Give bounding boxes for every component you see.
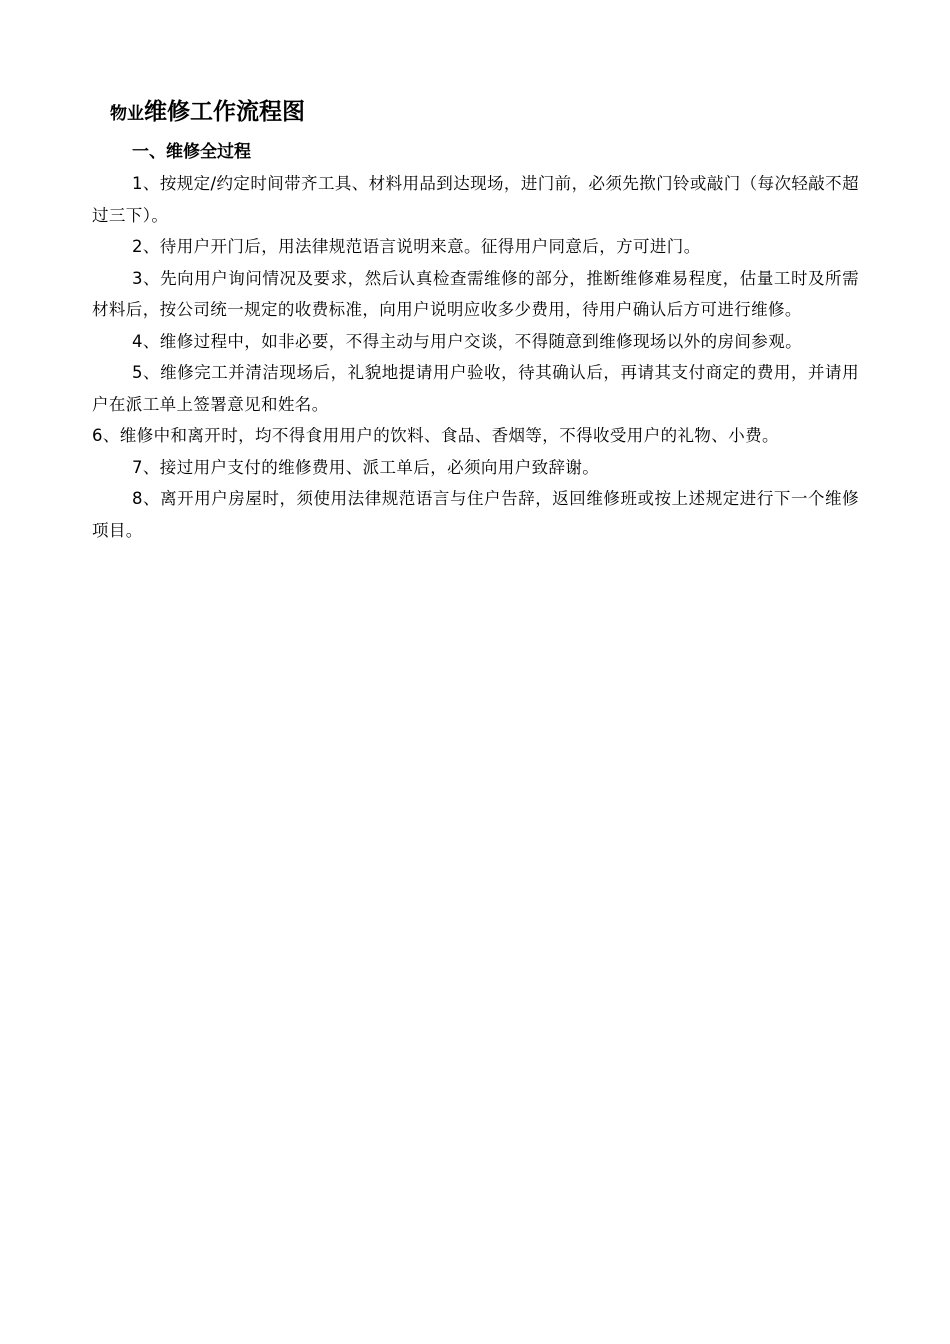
list-item-1: 1、按规定/约定时间带齐工具、材料用品到达现场，进门前，必须先揿门铃或敲门（每次轻敲不超过三下）。: [92, 174, 859, 225]
list-item-8: 8、离开用户房屋时，须使用法律规范语言与住户告辞，返回维修班或按上述规定进行下一个维修项目。: [92, 489, 859, 540]
list-item-5: 5、维修完工并清洁现场后，礼貌地提请用户验收，待其确认后，再请其支付商定的费用，并请用户在派工单上签署意见和姓名。: [92, 363, 859, 414]
list-item-3: 3、先向用户询问情况及要求，然后认真检查需维修的部分，推断维修难易程度，估量工时及所需材料后，按公司统一规定的收费标准，向用户说明应收多少费用，待用户确认后方可进行维修。: [92, 268, 859, 319]
list-item-2: 2、待用户开门后，用法律规范语言说明来意。征得用户同意后，方可进门。: [132, 237, 701, 256]
document-title: [110, 96, 305, 130]
title-prefix: 物业: [110, 104, 144, 124]
document-body: [92, 168, 859, 546]
section-heading: 一、维修全过程: [132, 142, 251, 162]
list-item-4: 4、维修过程中，如非必要，不得主动与用户交谈，不得随意到维修现场以外的房间参观。: [132, 331, 802, 351]
list-item-6: 6、维修中和离开时，均不得食用用户的饮料、食品、香烟等，不得收受用户的礼物、小费。: [92, 426, 779, 445]
list-item-7: 7、接过用户支付的维修费用、派工单后，必须向用户致辞谢。: [132, 457, 600, 477]
title-main: 维修工作流程图: [144, 99, 305, 125]
